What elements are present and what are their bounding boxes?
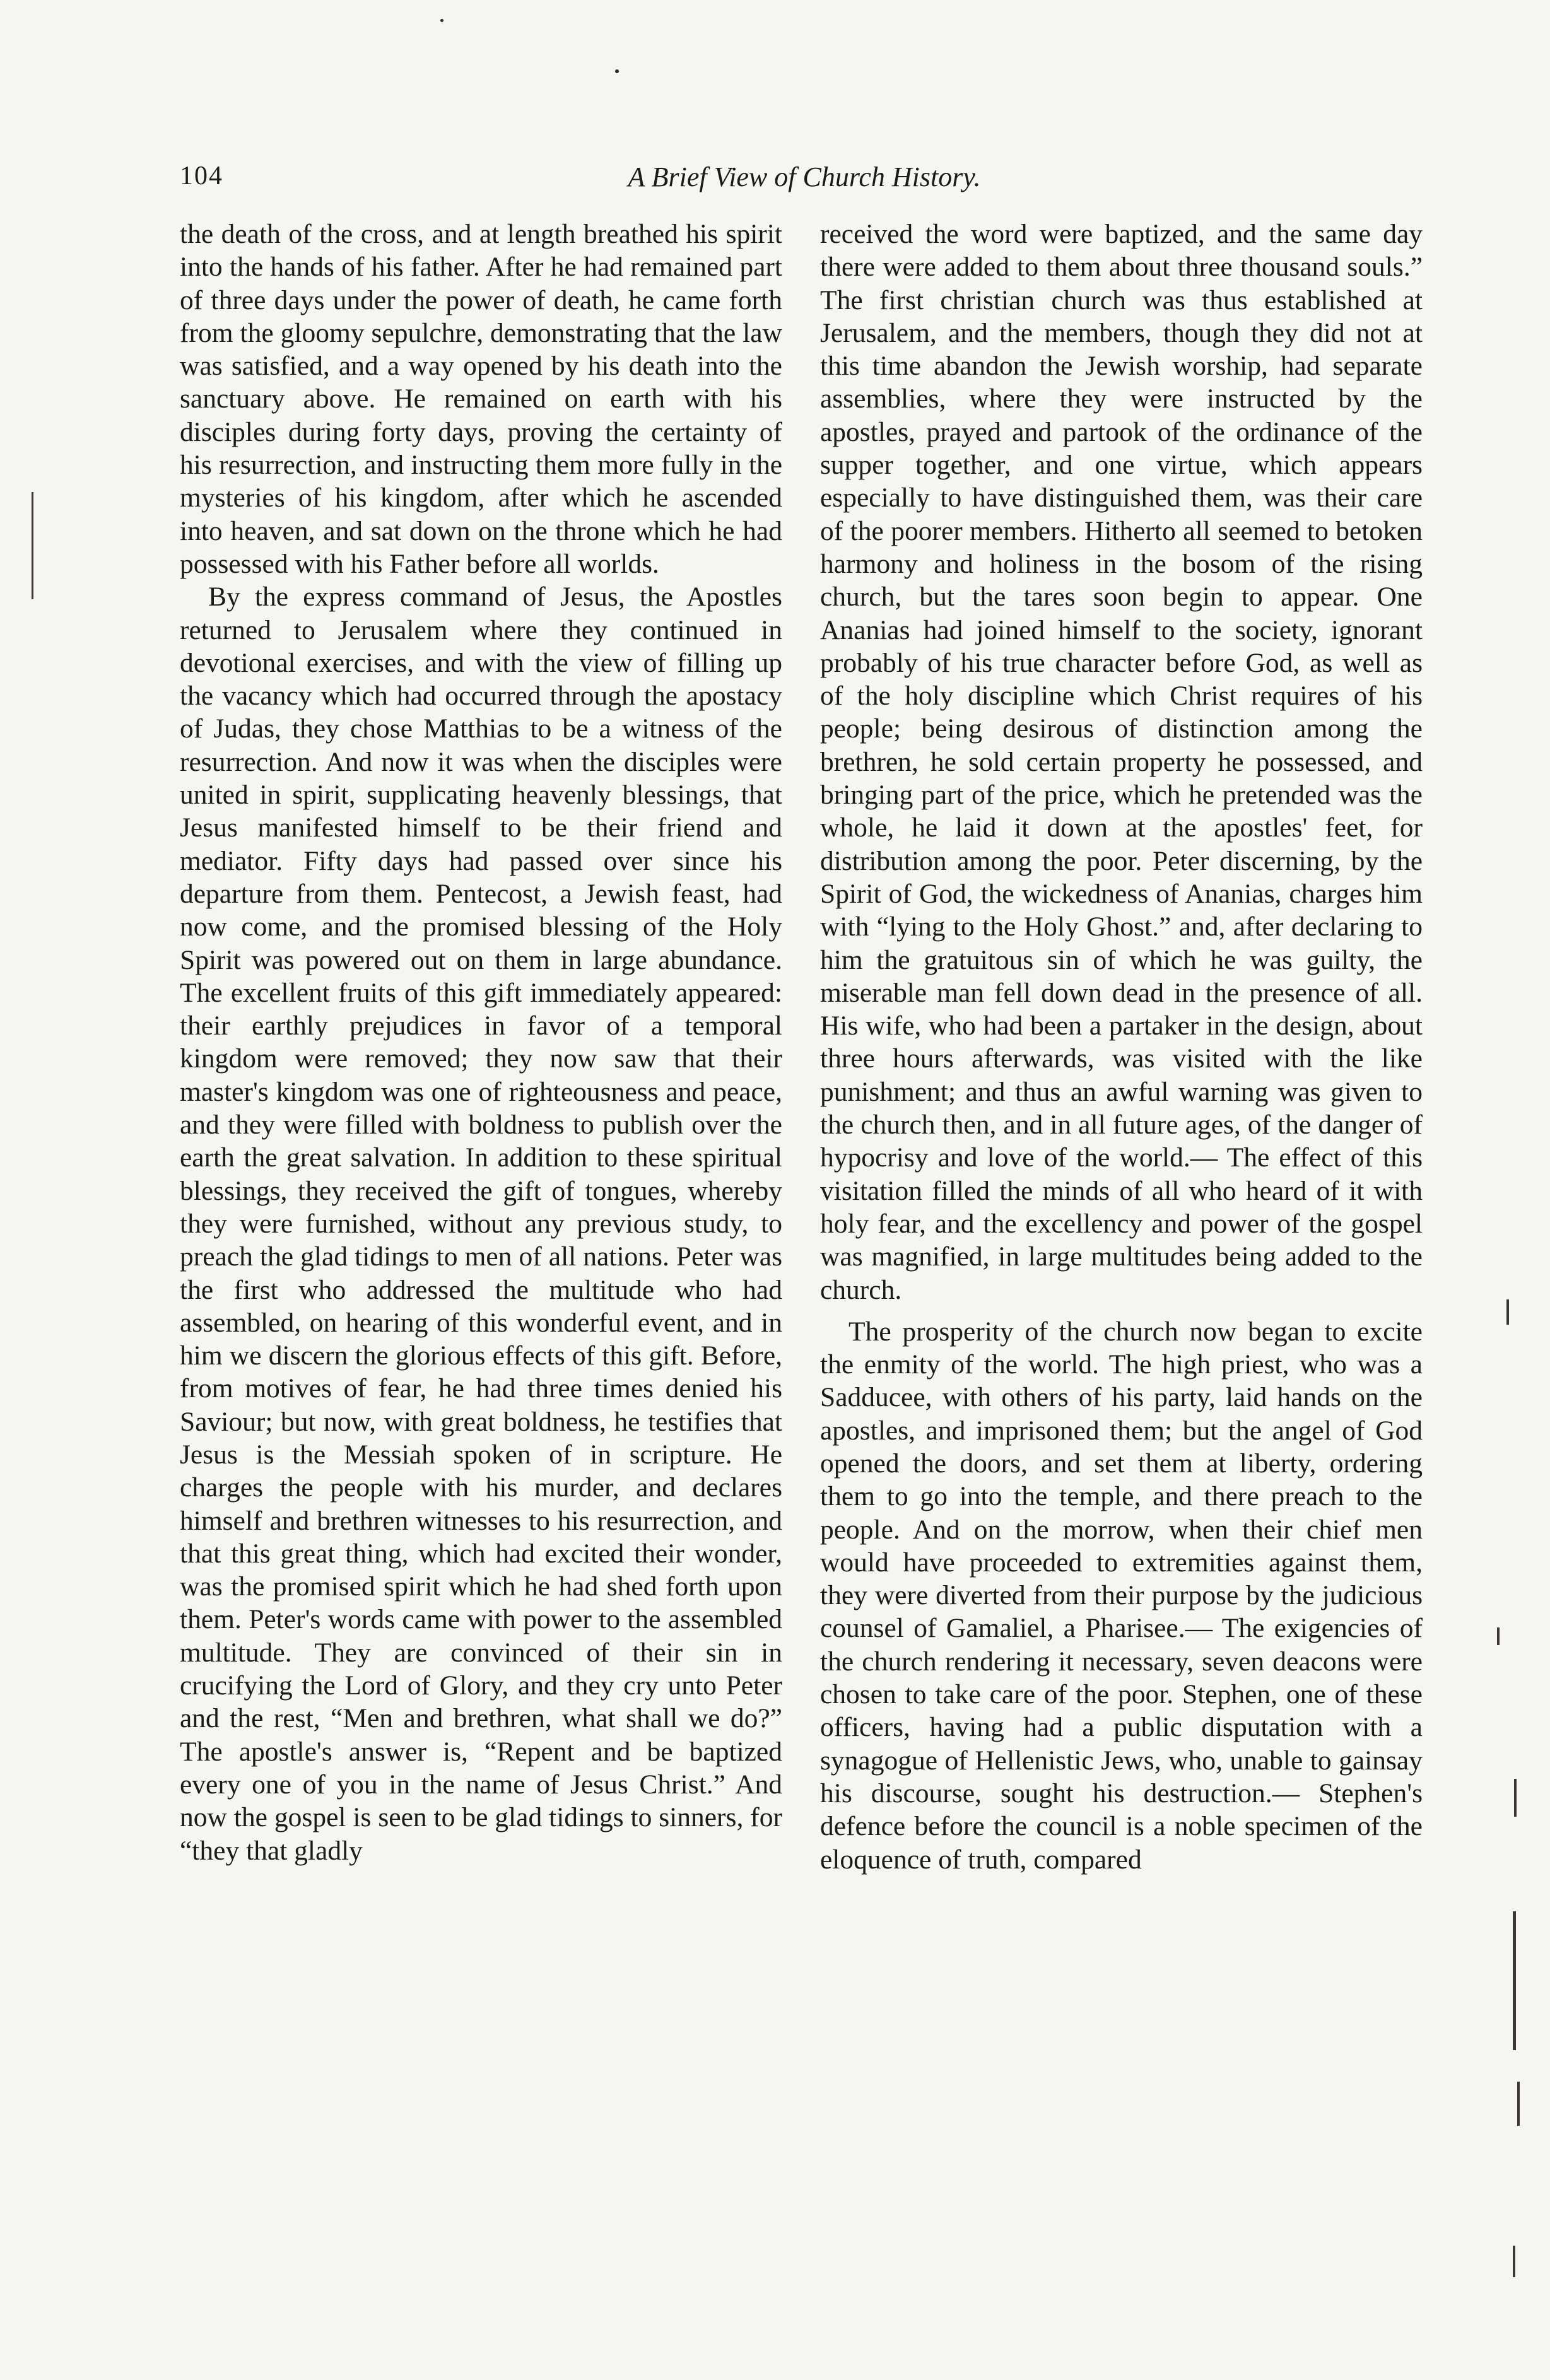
margin-mark	[1506, 1299, 1509, 1325]
margin-mark	[1517, 2082, 1520, 2126]
margin-mark	[1514, 1779, 1517, 1817]
page-header	[180, 161, 1429, 199]
scan-speck	[615, 69, 619, 73]
margin-mark	[1513, 1911, 1516, 2050]
left-column	[180, 218, 782, 1867]
scan-speck	[440, 19, 443, 22]
running-title: A Brief View of Church History.	[628, 161, 981, 192]
paragraph: The prosperity of the church now began to excite the enmity of the world. The high priest, who was a Sadducee, with others of his party, laid hands on the apostles, and imprisoned them; but the angel of God opened the doors, and set them at liberty, ordering them to go into the temple, and there preach to the people. And on the morrow, when their chief men would have proceeded to extremities against them, they were diverted from their purpose by the judicious counsel of Gamaliel, a Pharisee.— The exigencies of the church rendering it necessary, seven deacons were chosen to take care of the poor. Stephen, one of these officers, having had a public disputation with a synagogue of Hellenistic Jews, who, unable to gainsay his discourse, sought his destruction.— Stephen's defence before the council is a noble specimen of the eloquence of truth, compared	[820, 1316, 1423, 1875]
paragraph: received the word were baptized, and the same day there were added to them about three thousand souls.” The first christian church was thus established at Jerusalem, and the members, though they did not at this time abandon the Jewish worship, had separate assemblies, where they were instructed by the apostles, prayed and partook of the ordinance of the supper together, and one virtue, which appears especially to have distinguished them, was their care of the poorer members. Hitherto all seemed to betoken harmony and holiness in the bosom of the rising church, but the tares soon begin to appear. One Ananias had joined himself to the society, ignorant probably of his true character before God, as well as of the holy discipline which Christ requires of his people; being desirous of distinction among the brethren, he sold certain property he possessed, and bringing part of the price, which he pretended was the whole, he laid it down at the apostles' feet, for distribution among the poor. Peter discerning, by the Spirit of God, the wickedness of Ananias, charges him with “lying to the Holy Ghost.” and, after declaring to him the gratuitous sin of which he was guilty, the miserable man fell down dead in the presence of all. His wife, who had been a partaker in the design, about three hours afterwards, was visited with the like punishment; and thus an awful warning was given to the church then, and in all future ages, of the danger of hypocrisy and love of the world.— The effect of this visitation filled the minds of all who heard of it with holy fear, and the excellency and power of the gospel was magnified, in large multitudes being added to the church.	[820, 219, 1423, 1305]
right-column	[820, 218, 1423, 1876]
page-number: 104	[180, 161, 223, 191]
margin-mark	[32, 492, 33, 599]
paragraph: By the express command of Jesus, the Apostles returned to Jerusalem where they continued in devotional exercises, and with the view of filling up the vacancy which had occurred through the apostacy of Judas, they chose Matthias to be a witness of the resurrection. And now it was when the disciples were united in spirit, supplicating heavenly blessings, that Jesus manifested himself to be their friend and mediator. Fifty days had passed over since his departure from them. Pentecost, a Jewish feast, had now come, and the promised blessing of the Holy Spirit was powered out on them in large abundance. The excellent fruits of this gift immediately appeared: their earthly prejudices in favor of a temporal kingdom were removed; they now saw that their master's kingdom was one of righteousness and peace, and they were filled with boldness to publish over the earth the great salvation. In addition to these spiritual blessings, they received the gift of tongues, whereby they were furnished, without any previous study, to preach the glad tidings to men of all nations. Peter was the first who addressed the multitude who had assembled, on hearing of this wonderful event, and in him we discern the glorious effects of this gift. Before, from motives of fear, he had three times denied his Saviour; but now, with great boldness, he testifies that Jesus is the Messiah spoken of in scripture. He charges the people with his murder, and declares himself and brethren witnesses to his resurrection, and that this great thing, which had excited their wonder, was the promised spirit which he had shed forth upon them. Peter's words came with power to the assembled multitude. They are convinced of their sin in crucifying the Lord of Glory, and they cry unto Peter and the rest, “Men and brethren, what shall we do?” The apostle's answer is, “Repent and be baptized every one of you in the name of Jesus Christ.” And now the gospel is seen to be glad tidings to sinners, for “they that gladly	[180, 582, 782, 1866]
margin-mark	[1497, 1627, 1500, 1645]
margin-mark	[1513, 2246, 1515, 2277]
paragraph: the death of the cross, and at length breathed his spirit into the hands of his father. After he had remained part of three days under the power of death, he came forth from the gloomy sepulchre, demonstrating that the law was satisfied, and a way opened by his death into the sanctuary above. He remained on earth with his disciples during forty days, proving the certainty of his resurrection, and instructing them more fully in the mysteries of his kingdom, after which he ascended into heaven, and sat down on the throne which he had possessed with his Father before all worlds.	[180, 219, 782, 579]
